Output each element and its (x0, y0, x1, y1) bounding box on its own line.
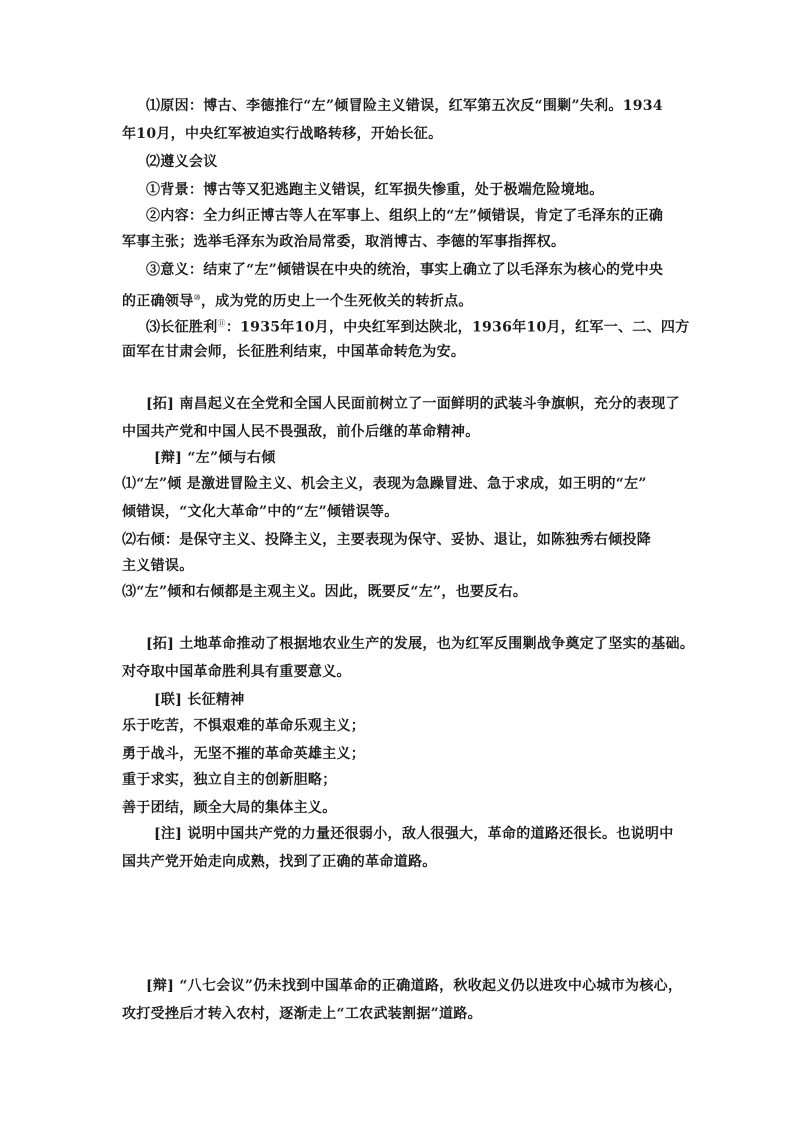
zunyi-content-line-1: ②内容：全力纠正博古等人在军事上、组织上的“左”倾错误，肯定了毛泽东的正确 (146, 208, 664, 224)
zunyi-meaning-text-a: 的正确领导 (122, 293, 194, 310)
note-bian-2-line-2: 攻打受挫后才转入农村，逐渐走上“工农武装割据”道路。 (122, 1006, 482, 1022)
zunyi-background: ①背景：博古等又犯逃跑主义错误，红军损失惨重，处于极端危险境地。 (146, 182, 604, 198)
note-zhu-line-1: [注] 说明中国共产党的力量还很弱小，敌人很强大，革命的道路还很长。也说明中 (154, 826, 674, 842)
note-bian-1-item2-line-1: ⑵右倾：是保守主义、投降主义，主要表现为保守、妥协、退让，如陈独秀右倾投降 (122, 532, 652, 548)
note-bian-2-line-1: [辩] “八七会议”仍未找到中国革命的正确道路，秋收起义仍以进攻中心城市为核心， (146, 978, 683, 994)
note-tuo-2-line-2: 对夺取中国革命胜利具有重要意义。 (122, 664, 351, 680)
note-lian-item: 善于团结，顾全大局的集体主义。 (122, 800, 337, 816)
reasons-line-2: 年10月，中央红军被迫实行战略转移，开始长征。 (122, 126, 443, 142)
note-lian-item: 勇于战斗，无坚不摧的革命英雄主义； (122, 746, 366, 762)
victory-line-1 (146, 314, 690, 338)
zunyi-heading: ⑵遵义会议 (146, 154, 218, 170)
victory-line-2: 面军在甘肃会师，长征胜利结束，中国革命转危为安。 (122, 344, 466, 360)
footnote-mark-11: ⑪ (217, 319, 226, 328)
note-bian-1-item2-line-2: 主义错误。 (122, 558, 194, 574)
note-tuo-1-line-2: 中国共产党和中国人民不畏强敌，前仆后继的革命精神。 (122, 424, 480, 440)
note-bian-1-item3: ⑶“左”倾和右倾都是主观主义。因此，既要反“左”，也要反右。 (122, 584, 528, 600)
note-bian-1-item1-line-2: 倾错误，“文化大革命”中的“左”倾错误等。 (122, 504, 399, 520)
note-lian-item: 乐于吃苦，不惧艰难的革命乐观主义； (122, 718, 366, 734)
footnote-mark-10: ⑩ (193, 293, 201, 302)
note-tuo-1-line-1: [拓] 南昌起义在全党和全国人民面前树立了一面鲜明的武装斗争旗帜，充分的表现了 (146, 396, 680, 412)
note-bian-1-item1-line-1: ⑴“左”倾 是激进冒险主义、机会主义，表现为急躁冒进、急于求成，如王明的“左” (122, 476, 647, 492)
zunyi-content-line-2: 军事主张；选举毛泽东为政治局常委，取消博古、李德的军事指挥权。 (122, 234, 566, 250)
note-lian-heading: [联] 长征精神 (154, 692, 245, 708)
note-tuo-2-line-1: [拓] 土地革命推动了根据地农业生产的发展，也为红军反围剿战争奠定了坚实的基础。 (146, 636, 695, 652)
zunyi-meaning-text-b: ，成为党的历史上一个生死攸关的转折点。 (200, 293, 473, 310)
victory-heading: ⑶长征胜利 (146, 319, 218, 336)
note-lian-item: 重于求实，独立自主的创新胆略； (122, 772, 337, 788)
zunyi-meaning-line-1: ③意义：结束了“左”倾错误在中央的统治，事实上确立了以毛泽东为核心的党中央 (146, 262, 664, 278)
reasons-line-1: ⑴原因：博古、李德推行“左”倾冒险主义错误，红军第五次反“围剿”失利。1934 (146, 98, 663, 114)
note-zhu-line-2: 国共产党开始走向成熟，找到了正确的革命道路。 (122, 854, 437, 870)
zunyi-meaning-line-2 (122, 288, 473, 312)
victory-text: ：1935年10月，中央红军到达陕北，1936年10月，红军一、二、四方 (225, 319, 690, 336)
note-bian-1-heading: [辩] “左”倾与右倾 (154, 450, 276, 466)
